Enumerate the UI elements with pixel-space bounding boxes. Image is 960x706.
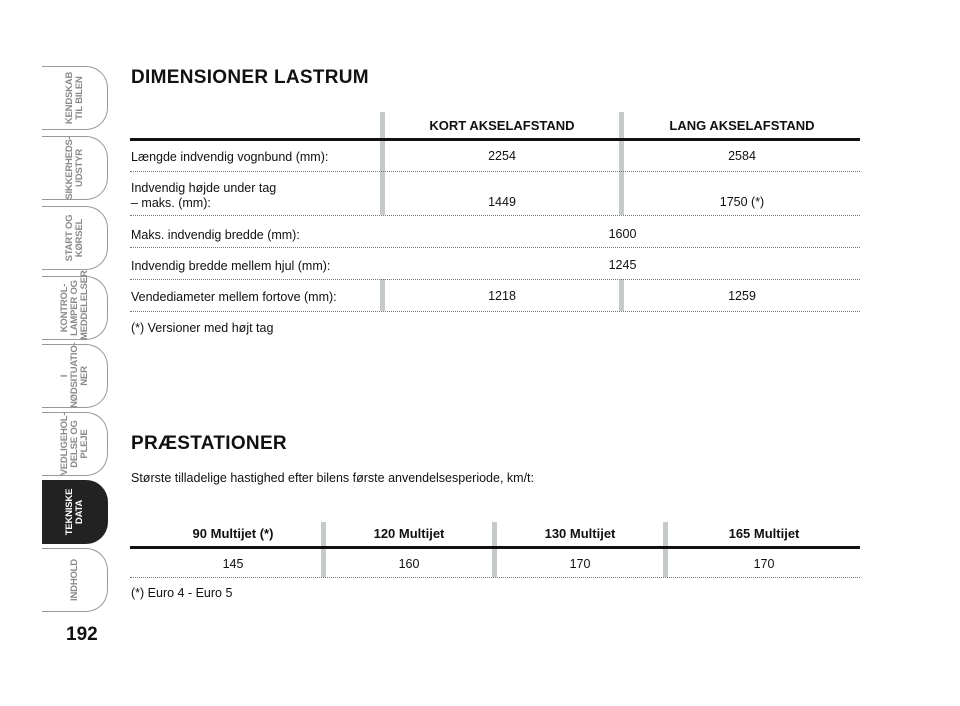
cell-long: 1750 (*) xyxy=(719,195,765,209)
speed-value: 145 xyxy=(222,557,244,571)
row-divider xyxy=(130,215,860,216)
row-label: Vendediameter mellem fortove (mm): xyxy=(131,290,337,304)
row-divider xyxy=(130,577,860,578)
row-label: Indvendig bredde mellem hjul (mm): xyxy=(131,259,331,273)
row-label: Længde indvendig vognbund (mm): xyxy=(131,150,329,164)
section-title-dimensioner: DIMENSIONER LASTRUM xyxy=(131,67,369,88)
header-rule xyxy=(130,546,860,549)
col-header-short: KORT AKSELAFSTAND xyxy=(429,118,575,133)
section-title-praestationer: PRÆSTATIONER xyxy=(131,433,287,454)
col-header-long: LANG AKSELAFSTAND xyxy=(669,118,815,133)
page-number: 192 xyxy=(66,624,98,645)
row-divider xyxy=(130,311,860,312)
col-header-90: 90 Multijet (*) xyxy=(192,526,274,541)
speed-description: Største tilladelige hastighed efter bilens første anvendelsesperiode, km/t: xyxy=(131,471,534,485)
row-divider xyxy=(130,171,860,172)
tab-label: VEDLIGEHOL- DELSE OG PLEJE xyxy=(58,412,90,476)
tab-label: I NØDSITUATIO- NER xyxy=(58,342,90,408)
speed-value: 170 xyxy=(753,557,775,571)
row-divider xyxy=(130,279,860,280)
tab-start-og-korsel[interactable] xyxy=(42,206,108,270)
row-label: Indvendig højde under tag xyxy=(131,181,277,195)
tab-label: START OG KØRSEL xyxy=(63,214,85,262)
speed-value: 170 xyxy=(569,557,591,571)
tab-label: TEKNISKE DATA xyxy=(63,488,85,536)
footnote-euro: (*) Euro 4 - Euro 5 xyxy=(131,586,233,600)
cell-short: 2254 xyxy=(488,149,516,163)
tab-label: INDHOLD xyxy=(68,559,80,601)
row-divider xyxy=(130,247,860,248)
row-label: Maks. indvendig bredde (mm): xyxy=(131,228,300,242)
tab-kontrollamper[interactable] xyxy=(42,270,108,340)
cell-both: 1245 xyxy=(608,258,637,272)
cell-short: 1218 xyxy=(488,289,516,303)
col-header-120: 120 Multijet xyxy=(373,526,445,541)
tab-kendskab[interactable] xyxy=(42,66,108,130)
tab-label: KENDSKAB TIL BILEN xyxy=(63,71,85,125)
tab-sikkerhedsudstyr[interactable] xyxy=(42,136,108,200)
tab-indhold[interactable] xyxy=(42,548,108,612)
footnote-versions: (*) Versioner med højt tag xyxy=(131,321,274,335)
row-label-cont: – maks. (mm): xyxy=(131,196,211,210)
col-header-165: 165 Multijet xyxy=(728,526,800,541)
tab-nodsituationer[interactable] xyxy=(42,344,108,408)
cell-both: 1600 xyxy=(608,227,637,241)
tab-label: KONTROL- LAMPER OG MEDDELELSER xyxy=(58,270,90,340)
cell-short: 1449 xyxy=(488,195,516,209)
cell-long: 1259 xyxy=(728,289,756,303)
tab-label: SIKKERHEDS- UDSTYR xyxy=(63,136,85,200)
header-rule xyxy=(130,138,860,141)
speed-value: 160 xyxy=(398,557,420,571)
cell-long: 2584 xyxy=(728,149,756,163)
tab-vedligeholdelse[interactable] xyxy=(42,412,108,476)
col-header-130: 130 Multijet xyxy=(544,526,616,541)
tab-tekniske-data[interactable] xyxy=(42,480,108,544)
